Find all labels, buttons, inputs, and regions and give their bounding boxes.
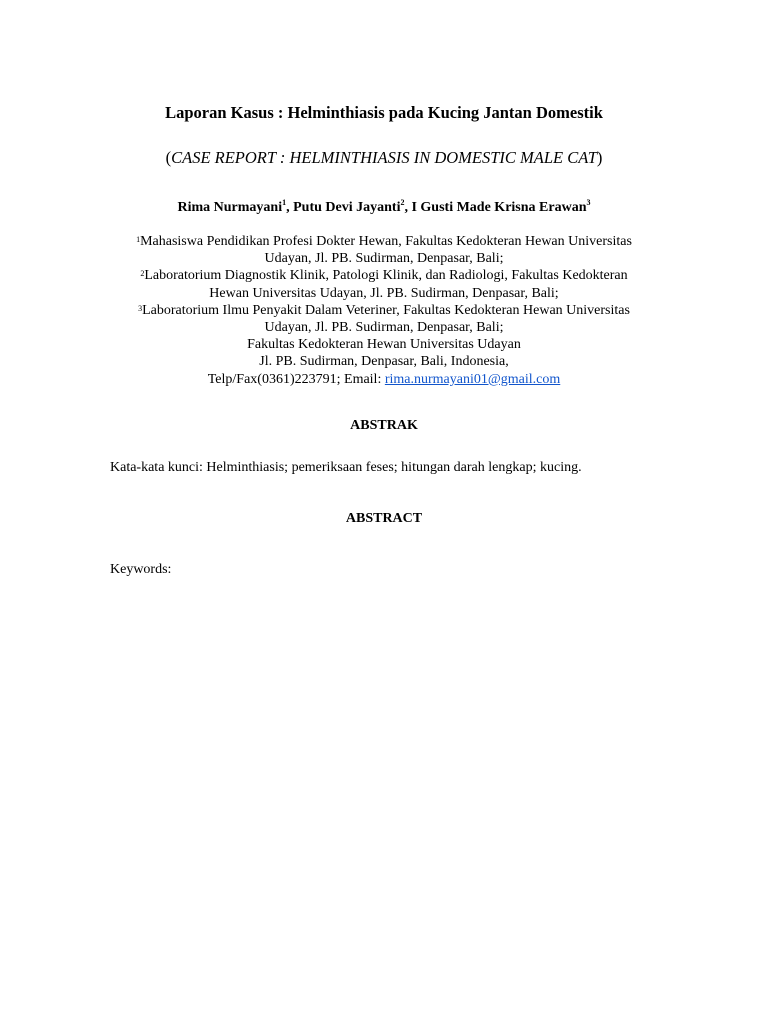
author-list [0, 200, 768, 216]
contact-line [0, 371, 768, 388]
author-affiliation-mark: 2 [400, 198, 405, 207]
author-name: Putu Devi Jayanti [293, 200, 401, 215]
contact-prefix: Telp/Fax(0361)223791; Email: [207, 371, 385, 387]
subtitle-english-title: CASE REPORT : HELMINTHIASIS IN DOMESTIC MALE CAT [171, 148, 597, 167]
author-separator: , [404, 200, 412, 215]
author-name: Rima Nurmayani [177, 200, 283, 215]
affiliation-mark: 3 [138, 303, 143, 313]
affiliation-3-line-1: $^3$Laboratorium Ilmu Penyakit Dalam Veteriner, Fakultas Kedokteran Hewan Universitas [138, 302, 630, 318]
author-affiliation-mark: 3 [586, 198, 591, 207]
email-link[interactable]: rima.nurmayani01@gmail.com [384, 371, 561, 387]
abstract-heading: ABSTRACT [345, 511, 423, 526]
subtitle-open-paren: ( [165, 148, 172, 167]
affiliation-mark: 2 [140, 269, 145, 279]
abstrak-keywords: Kata-kata kunci: Helminthiasis; pemeriksaan feses; hitungan darah lengkap; kucing. [110, 460, 582, 475]
abstract-keywords: Keywords: [110, 562, 172, 577]
paper-title: Laporan Kasus : Helminthiasis pada Kucing Jantan Domestik [165, 103, 603, 122]
affiliation-1-line-1: $^1$Mahasiswa Pendidikan Profesi Dokter Hewan, Fakultas Kedokteran Hewan Universitas [136, 234, 632, 249]
paper-subtitle [0, 148, 768, 168]
affiliation-1-line-2: Udayan, Jl. PB. Sudirman, Denpasar, Bali; [264, 251, 504, 267]
affiliation-3-line-2: Udayan, Jl. PB. Sudirman, Denpasar, Bali; [264, 320, 504, 336]
affiliation-2-line-1: $^2$Laboratorium Diagnostik Klinik, Patologi Klinik, dan Radiologi, Fakultas Kedokteran [140, 268, 628, 284]
abstrak-heading: ABSTRAK [350, 418, 418, 433]
affiliation-2-line-2: Hewan Universitas Udayan, Jl. PB. Sudirman, Denpasar, Bali; [209, 285, 559, 301]
faculty-line: Fakultas Kedokteran Hewan Universitas Udayan [247, 337, 521, 353]
author-affiliation-mark: 1 [282, 198, 287, 207]
affiliation-block [0, 233, 768, 388]
subtitle-close-paren: ) [596, 148, 603, 167]
address-line: Jl. PB. Sudirman, Denpasar, Bali, Indonesia, [259, 354, 509, 370]
affiliation-mark: 1 [136, 235, 141, 244]
author-separator: , [286, 200, 294, 215]
author-name: I Gusti Made Krisna Erawan [411, 200, 587, 215]
